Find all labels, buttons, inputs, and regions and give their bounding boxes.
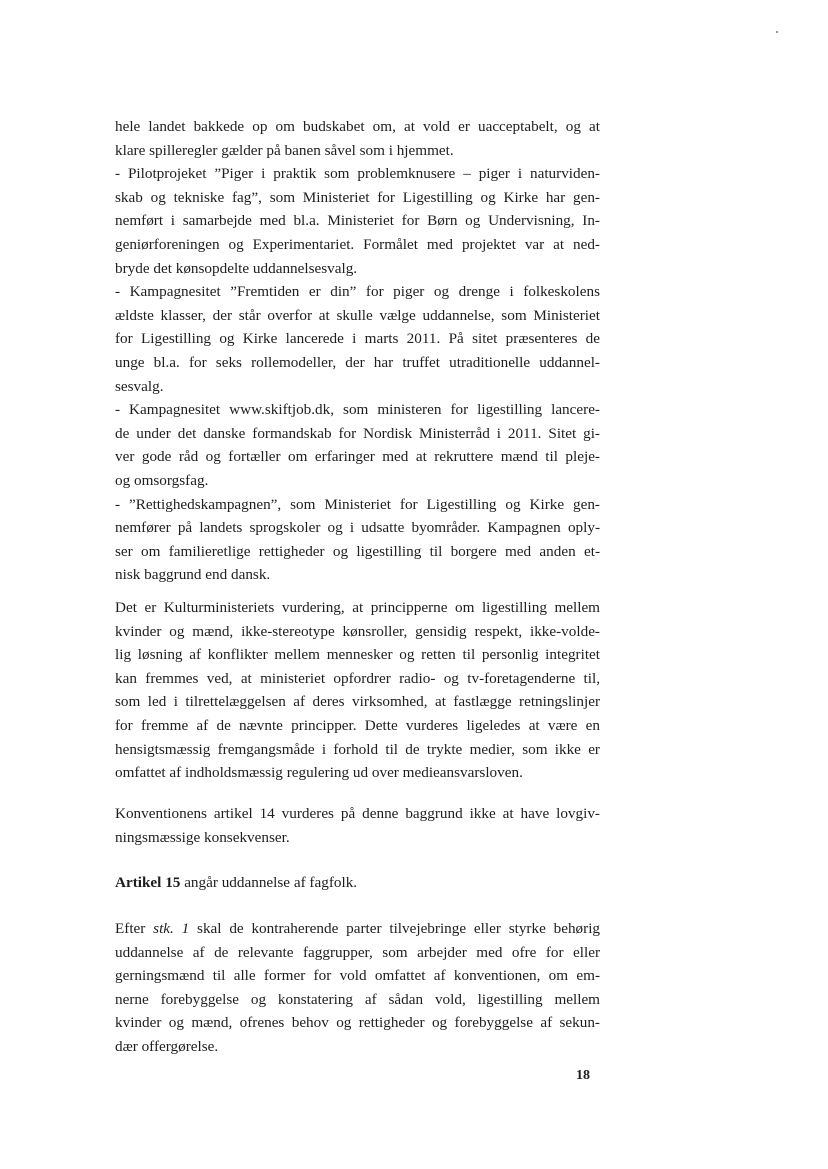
text-line: uddannelse af de relevante faggrupper, som arbejder med ofre for eller — [115, 943, 600, 961]
text-line: geniørforeningen og Experimentariet. Formålet med projektet var at ned- — [115, 235, 600, 253]
text-line: for Ligestilling og Kirke lancerede i marts 2011. På sitet præsenteres de — [115, 330, 600, 348]
stk-1-rest: skal de kontraherende parter tilvejebringe eller styrke behørig — [189, 920, 601, 937]
text-line: skab og tekniske fag”, som Ministeriet for Ligestilling og Kirke har gen- — [115, 188, 600, 206]
text-line: for fremme af de nævnte principper. Dette vurderes ligeledes at være en — [115, 716, 600, 734]
article-15-text: angår uddannelse af fagfolk. — [180, 874, 358, 891]
text-line — [115, 871, 600, 895]
text-line: - ”Rettighedskampagnen”, som Ministeriet for Ligestilling og Kirke gen- — [115, 495, 600, 513]
scan-speck — [776, 31, 778, 33]
text-line: omfattet af indholdsmæssig regulering ud over medieansvarsloven. — [115, 764, 523, 782]
paragraph-culture — [115, 596, 600, 785]
text-line: Konventionens artikel 14 vurderes på denne baggrund ikke at have lovgiv- — [115, 805, 600, 822]
article-15-heading: Artikel 15 — [115, 874, 181, 891]
text-line: de under det danske formandskab for Nordisk Ministerråd i 2011. Sitet gi- — [115, 424, 600, 442]
text-line: hensigtsmæssig fremgangsmåde i forhold til de trykte medier, som ikke er — [115, 740, 600, 758]
page-number: 18 — [576, 1068, 590, 1083]
text-line: ældste klasser, der står overfor at skulle vælge uddannelse, som Ministeriet — [115, 306, 600, 324]
list-block — [115, 115, 600, 587]
text-line: hele landet bakkede op om budskabet om, at vold er uacceptabelt, og at — [115, 118, 600, 135]
text-line — [115, 917, 600, 941]
text-line: klare spilleregler gælder på banen såvel som i hjemmet. — [115, 141, 454, 159]
text-line: nisk baggrund end dansk. — [115, 566, 271, 584]
text-line: Det er Kulturministeriets vurdering, at principperne om ligestilling mellem — [115, 599, 600, 616]
text-line: kan fremmes ved, at ministeriet opfordrer radio- og tv-foretagenderne til, — [115, 669, 600, 687]
text-line: nemført i samarbejde med bl.a. Ministeriet for Børn og Undervisning, In- — [115, 212, 600, 230]
text-line: kvinder og mænd, ikke-stereotype kønsroller, gensidig respekt, ikke-volde- — [115, 622, 600, 640]
text-line: og omsorgsfag. — [115, 471, 209, 489]
text-line: nerne forebyggelse og konstatering af sådan vold, ligestilling mellem — [115, 990, 600, 1008]
text-line: nemfører på landets sprogskoler og i udsatte byområder. Kampagnen oply- — [115, 519, 600, 537]
text-line: som led i tilrettelæggelsen af deres virksomhed, at fastlægge retningslinjer — [115, 693, 600, 711]
text-line: lig løsning af konflikter mellem mennesker og retten til personlig integritet — [115, 646, 600, 664]
paragraph-article-14 — [115, 802, 600, 849]
text-line: - Pilotprojeket ”Piger i praktik som problemknusere – piger i naturviden- — [115, 165, 600, 183]
text-line: - Kampagnesitet www.skiftjob.dk, som ministeren for ligestilling lancere- — [115, 401, 600, 419]
text-line: bryde det kønsopdelte uddannelsesvalg. — [115, 259, 358, 277]
text-line: kvinder og mænd, ofrenes behov og rettigheder og forebyggelse af sekun- — [115, 1014, 600, 1032]
text-line: sesvalg. — [115, 377, 164, 395]
text-line: unge bl.a. for seks rollemodeller, der har truffet utraditionelle uddannel- — [115, 353, 600, 371]
text-line: ver gode råd og fortæller om erfaringer med at rekruttere mænd til pleje- — [115, 448, 600, 466]
text-line: - Kampagnesitet ”Fremtiden er din” for piger og drenge i folkeskolens — [115, 283, 600, 301]
text-line: dær offergørelse. — [115, 1037, 219, 1055]
paragraph-stk-1 — [115, 917, 600, 1059]
paragraph-article-15 — [115, 871, 600, 895]
stk-1-prefix: Efter — [115, 920, 154, 937]
text-line: gerningsmænd til alle former for vold omfattet af konventionen, om em- — [115, 967, 600, 985]
text-line: ningsmæssige konsekvenser. — [115, 828, 290, 846]
text-line: ser om familieretlige rettigheder og ligestilling til borgere med anden et- — [115, 542, 600, 560]
stk-1-italic: stk. 1 — [153, 920, 190, 937]
